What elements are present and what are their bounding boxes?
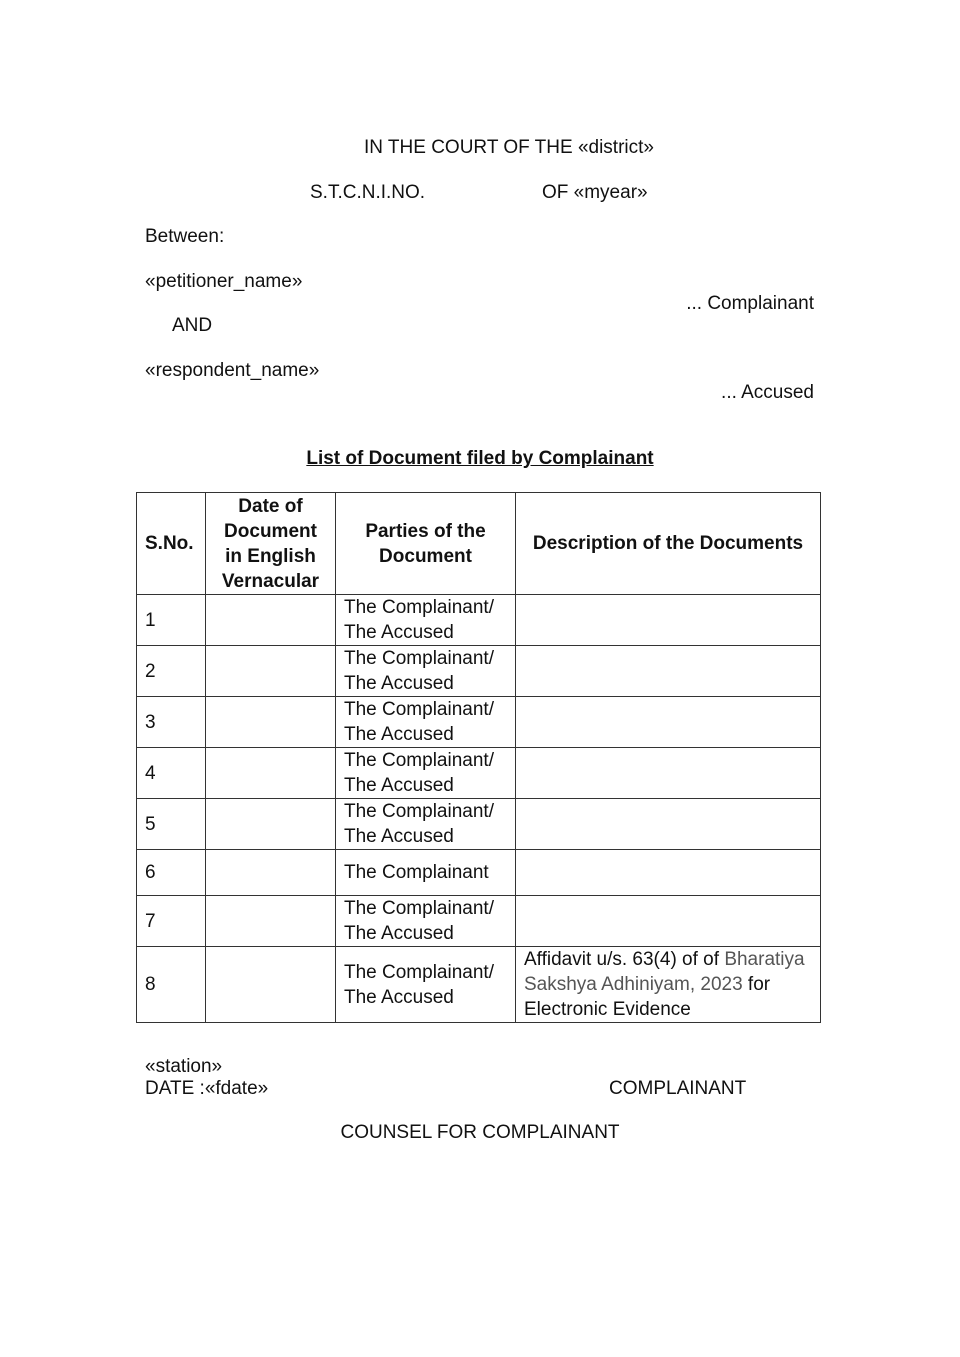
header-date bbox=[206, 493, 336, 595]
cell-description bbox=[516, 697, 821, 748]
party-line: The Complainant bbox=[344, 862, 489, 883]
header-sno: S.No. bbox=[137, 493, 206, 595]
cell-description bbox=[516, 748, 821, 799]
header-description: Description of the Documents bbox=[516, 493, 821, 595]
respondent-name: «respondent_name» bbox=[145, 360, 320, 381]
act-name: Bharatiya Sakshya Adhiniyam, 2023 bbox=[524, 949, 805, 995]
header-parties-line: Document bbox=[379, 545, 472, 567]
cell-parties bbox=[336, 748, 516, 799]
header-date-line: Document bbox=[224, 520, 317, 542]
cell-sno: 1 bbox=[137, 595, 206, 646]
cell-date bbox=[206, 850, 336, 896]
cell-sno: 8 bbox=[137, 947, 206, 1023]
cell-parties bbox=[336, 646, 516, 697]
case-year: OF «myear» bbox=[542, 182, 648, 203]
table-row bbox=[137, 595, 821, 646]
list-title: List of Document filed by Complainant bbox=[306, 448, 654, 469]
table-row bbox=[137, 646, 821, 697]
party-line: The Complainant/ bbox=[344, 648, 494, 669]
party-line: The Accused bbox=[344, 673, 454, 694]
court-heading: IN THE COURT OF THE «district» bbox=[364, 137, 654, 158]
cell-parties bbox=[336, 697, 516, 748]
cell-sno: 6 bbox=[137, 850, 206, 896]
table-header-row bbox=[137, 493, 821, 595]
filing-date: DATE :«fdate» bbox=[145, 1078, 269, 1099]
party-line: The Accused bbox=[344, 923, 454, 944]
party-line: The Accused bbox=[344, 826, 454, 847]
cell-description bbox=[516, 595, 821, 646]
table-row bbox=[137, 896, 821, 947]
table-row bbox=[137, 799, 821, 850]
header-date-line: in English bbox=[225, 545, 316, 567]
cell-parties bbox=[336, 947, 516, 1023]
party-line: The Complainant/ bbox=[344, 597, 494, 618]
cell-sno: 3 bbox=[137, 697, 206, 748]
station-placeholder: «station» bbox=[145, 1056, 223, 1077]
table-row bbox=[137, 697, 821, 748]
description-text: for Electronic Evidence bbox=[524, 974, 771, 1020]
cell-date bbox=[206, 697, 336, 748]
party-line: The Accused bbox=[344, 724, 454, 745]
cell-date bbox=[206, 947, 336, 1023]
cell-parties bbox=[336, 850, 516, 896]
cell-sno: 2 bbox=[137, 646, 206, 697]
cell-sno: 4 bbox=[137, 748, 206, 799]
table-row bbox=[137, 850, 821, 896]
cell-date bbox=[206, 799, 336, 850]
header-parties-line: Parties of the bbox=[365, 520, 486, 542]
cell-parties bbox=[336, 799, 516, 850]
cell-date bbox=[206, 896, 336, 947]
cell-date bbox=[206, 595, 336, 646]
cell-description bbox=[516, 947, 821, 1023]
case-number: S.T.C.N.I.NO. bbox=[310, 182, 426, 203]
cell-description bbox=[516, 799, 821, 850]
cell-description bbox=[516, 896, 821, 947]
table-row bbox=[137, 947, 821, 1023]
cell-sno: 5 bbox=[137, 799, 206, 850]
cell-parties bbox=[336, 896, 516, 947]
documents-table bbox=[136, 492, 821, 1023]
party-line: The Accused bbox=[344, 986, 454, 1008]
header-date-line: Vernacular bbox=[221, 570, 320, 592]
table-row bbox=[137, 748, 821, 799]
and-label: AND bbox=[172, 315, 213, 336]
petitioner-role: ... Complainant bbox=[686, 293, 814, 314]
party-line: The Complainant/ bbox=[344, 961, 494, 983]
cell-date bbox=[206, 748, 336, 799]
party-line: The Complainant/ bbox=[344, 699, 494, 720]
cell-description bbox=[516, 850, 821, 896]
party-line: The Complainant/ bbox=[344, 898, 494, 919]
party-line: The Accused bbox=[344, 775, 454, 796]
header-parties bbox=[336, 493, 516, 595]
cell-parties bbox=[336, 595, 516, 646]
description-text: Affidavit u/s. 63(4) of of bbox=[524, 949, 725, 970]
cell-date bbox=[206, 646, 336, 697]
complainant-signature-label: COMPLAINANT bbox=[609, 1078, 747, 1099]
cell-description bbox=[516, 646, 821, 697]
respondent-role: ... Accused bbox=[721, 382, 814, 403]
party-line: The Complainant/ bbox=[344, 750, 494, 771]
cell-sno: 7 bbox=[137, 896, 206, 947]
header-date-line: Date of bbox=[238, 495, 303, 517]
between-label: Between: bbox=[145, 226, 225, 247]
petitioner-name: «petitioner_name» bbox=[145, 271, 303, 292]
party-line: The Accused bbox=[344, 622, 454, 643]
party-line: The Complainant/ bbox=[344, 801, 494, 822]
counsel-signature-label: COUNSEL FOR COMPLAINANT bbox=[340, 1122, 620, 1143]
